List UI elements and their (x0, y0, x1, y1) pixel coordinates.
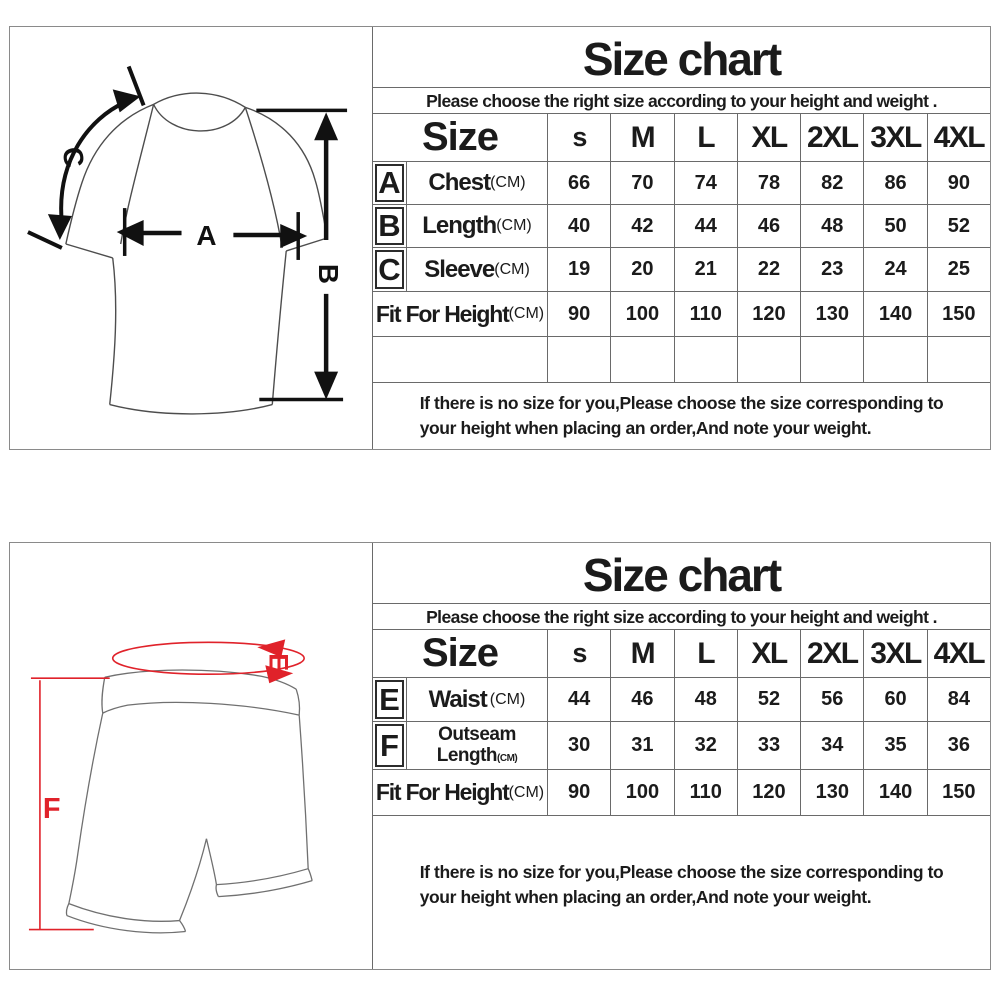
shorts-col-m: M (610, 630, 673, 677)
length-value: 48 (800, 204, 863, 247)
fit-height-value: 140 (863, 769, 926, 815)
sleeve-value: 19 (547, 247, 610, 291)
waist-value: 44 (547, 677, 610, 721)
shorts-chart-content (373, 543, 990, 969)
shirt-col-s: s (547, 114, 610, 161)
row-letter-a: A (373, 161, 406, 204)
shorts-diagram-svg (10, 543, 372, 969)
tshirt-outline (66, 93, 327, 414)
length-value: 46 (737, 204, 800, 247)
shorts-note-line2: your height when placing an order,And note your weight. (419, 887, 872, 908)
length-value: 52 (927, 204, 990, 247)
measurement-e-waist (113, 639, 304, 683)
sleeve-value: 25 (927, 247, 990, 291)
shirt-size-chart-section (9, 26, 991, 450)
shirt-note-box (373, 382, 990, 449)
measurement-f-label: F (42, 792, 61, 825)
measurement-c-label: C (56, 145, 91, 170)
shirt-col-2xl: 2XL (800, 114, 863, 161)
row-letter-e: E (373, 677, 406, 721)
fit-height-value: 150 (927, 291, 990, 336)
measurement-e-label: E (263, 653, 294, 672)
fit-height-value: 150 (927, 769, 990, 815)
outseam-value: 34 (800, 721, 863, 769)
waist-value: 52 (737, 677, 800, 721)
shirt-note-line1: If there is no size for you,Please choose the size corresponding to (419, 392, 944, 413)
shirt-table-header-size: Size (421, 115, 499, 159)
shorts-col-l: L (674, 630, 737, 677)
tshirt-measurement-diagram (10, 27, 373, 449)
empty-cell (737, 336, 800, 382)
shirt-chart-subtitle: Please choose the right size according to your height and weight . (373, 87, 990, 114)
waist-value: 46 (610, 677, 673, 721)
measurement-b-label: B (313, 263, 345, 284)
empty-cell (863, 336, 926, 382)
shorts-table-header-size: Size (421, 631, 499, 675)
outseam-value: 36 (927, 721, 990, 769)
shorts-size-table (373, 630, 990, 815)
chest-value: 86 (863, 161, 926, 204)
fit-height-value: 110 (674, 769, 737, 815)
shirt-col-3xl: 3XL (863, 114, 926, 161)
measurement-a-label: A (196, 219, 217, 251)
row-label-sleeve: Sleeve (CM) (406, 247, 547, 291)
sleeve-value: 24 (863, 247, 926, 291)
empty-cell (927, 336, 990, 382)
sleeve-value: 21 (674, 247, 737, 291)
sleeve-value: 20 (610, 247, 673, 291)
shorts-chart-subtitle: Please choose the right size according to your height and weight . (373, 603, 990, 630)
shorts-chart-title: Size chart (582, 549, 781, 601)
row-letter-c: C (373, 247, 406, 291)
fit-height-value: 100 (610, 291, 673, 336)
shorts-col-2xl: 2XL (800, 630, 863, 677)
row-label-fit-height: Fit For Height (CM) (373, 769, 547, 815)
chest-value: 70 (610, 161, 673, 204)
sleeve-value: 22 (737, 247, 800, 291)
waist-value: 60 (863, 677, 926, 721)
measurement-b-arrow (256, 110, 347, 399)
waist-value: 48 (674, 677, 737, 721)
length-value: 40 (547, 204, 610, 247)
shirt-size-table (373, 114, 990, 382)
row-label-chest: Chest (CM) (406, 161, 547, 204)
fit-height-value: 120 (737, 291, 800, 336)
measurement-f-outseam (29, 678, 110, 929)
row-letter-b: B (373, 204, 406, 247)
fit-height-value: 100 (610, 769, 673, 815)
empty-cell (800, 336, 863, 382)
row-label-waist: Waist (CM) (406, 677, 547, 721)
fit-height-value: 90 (547, 291, 610, 336)
outseam-value: 31 (610, 721, 673, 769)
shirt-col-4xl: 4XL (927, 114, 990, 161)
row-label-fit-height: Fit For Height (CM) (373, 291, 547, 336)
fit-height-value: 140 (863, 291, 926, 336)
chest-value: 78 (737, 161, 800, 204)
waist-value: 84 (927, 677, 990, 721)
row-letter-f: F (373, 721, 406, 769)
shorts-note-line1: If there is no size for you,Please choose the size corresponding to (419, 862, 944, 882)
fit-height-value: 130 (800, 291, 863, 336)
shorts-note-area (373, 815, 990, 969)
row-label-outseam: Outseam Length (CM) (406, 721, 547, 769)
shorts-col-3xl: 3XL (863, 630, 926, 677)
tshirt-diagram-svg (10, 27, 372, 449)
shorts-col-s: s (547, 630, 610, 677)
fit-height-value: 120 (737, 769, 800, 815)
shirt-chart-content (373, 27, 990, 449)
outseam-value: 32 (674, 721, 737, 769)
shorts-col-4xl: 4XL (927, 630, 990, 677)
chest-value: 90 (927, 161, 990, 204)
length-value: 44 (674, 204, 737, 247)
chest-value: 74 (674, 161, 737, 204)
outseam-value: 30 (547, 721, 610, 769)
shorts-col-xl: XL (737, 630, 800, 677)
fit-height-value: 90 (547, 769, 610, 815)
shirt-note-line2: your height when placing an order,And note your weight. (419, 418, 872, 438)
outseam-value: 35 (863, 721, 926, 769)
shirt-col-m: M (610, 114, 673, 161)
shirt-col-xl: XL (737, 114, 800, 161)
row-label-length: Length (CM) (406, 204, 547, 247)
empty-cell (547, 336, 610, 382)
shorts-measurement-diagram (10, 543, 373, 969)
waist-value: 56 (800, 677, 863, 721)
empty-cell (674, 336, 737, 382)
shirt-chart-title: Size chart (582, 33, 781, 85)
fit-height-value: 110 (674, 291, 737, 336)
sleeve-value: 23 (800, 247, 863, 291)
empty-row-left (373, 336, 547, 382)
shorts-size-chart-section (9, 542, 991, 970)
outseam-value: 33 (737, 721, 800, 769)
shirt-col-l: L (674, 114, 737, 161)
length-value: 42 (610, 204, 673, 247)
chest-value: 82 (800, 161, 863, 204)
length-value: 50 (863, 204, 926, 247)
empty-cell (610, 336, 673, 382)
chest-value: 66 (547, 161, 610, 204)
shorts-outline (66, 670, 312, 933)
fit-height-value: 130 (800, 769, 863, 815)
